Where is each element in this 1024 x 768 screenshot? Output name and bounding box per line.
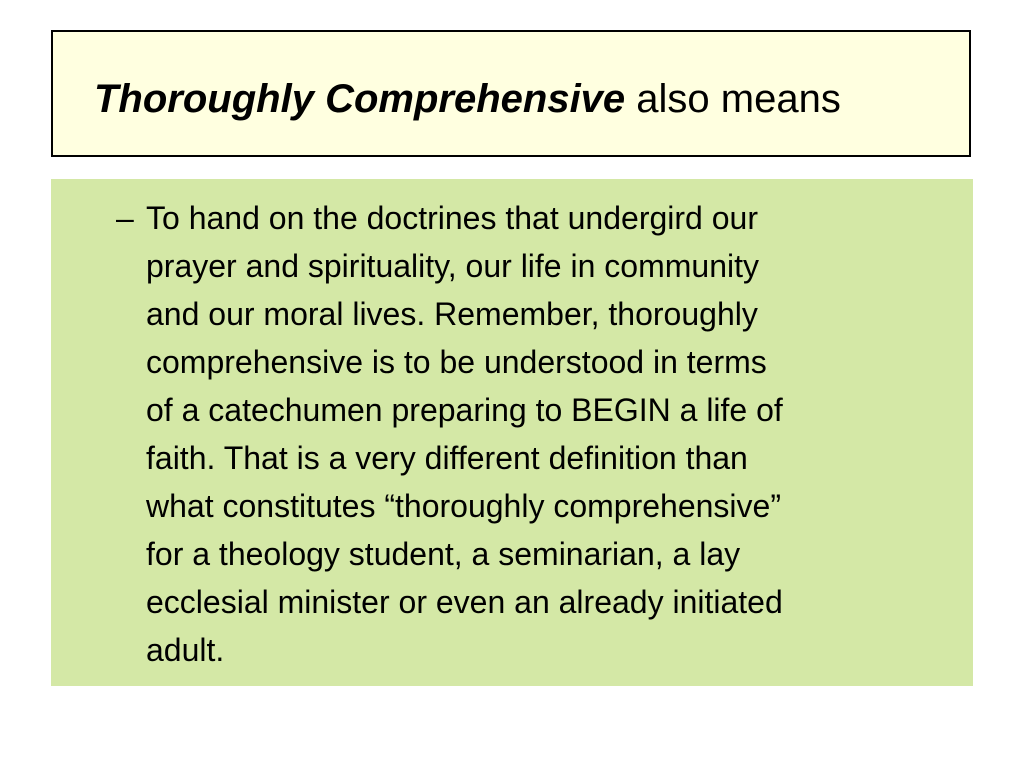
bullet-line: ecclesial minister or even an already initiated: [146, 584, 783, 620]
slide-title-rest: also means: [625, 77, 841, 121]
slide-body-box: [51, 179, 973, 686]
bullet-line: of a catechumen preparing to BEGIN a life of: [146, 392, 783, 428]
bullet-line: prayer and spirituality, our life in community: [146, 248, 759, 284]
bullet-line: faith. That is a very different definition than: [146, 440, 748, 476]
bullet-paragraph: [146, 194, 946, 674]
slide-title-box: [51, 30, 971, 157]
bullet-marker: –: [116, 200, 134, 236]
bullet-line: To hand on the doctrines that undergird our: [146, 200, 758, 236]
bullet-line: and our moral lives. Remember, thoroughly: [146, 296, 758, 332]
slide-title-emphasis: Thoroughly Comprehensive: [94, 77, 626, 121]
bullet-line: for a theology student, a seminarian, a lay: [146, 536, 741, 572]
bullet-line: adult.: [146, 632, 225, 668]
slide-title: [94, 77, 841, 121]
bullet-line: comprehensive is to be understood in terms: [146, 344, 767, 380]
bullet-line: what constitutes “thoroughly comprehensive”: [146, 488, 781, 524]
